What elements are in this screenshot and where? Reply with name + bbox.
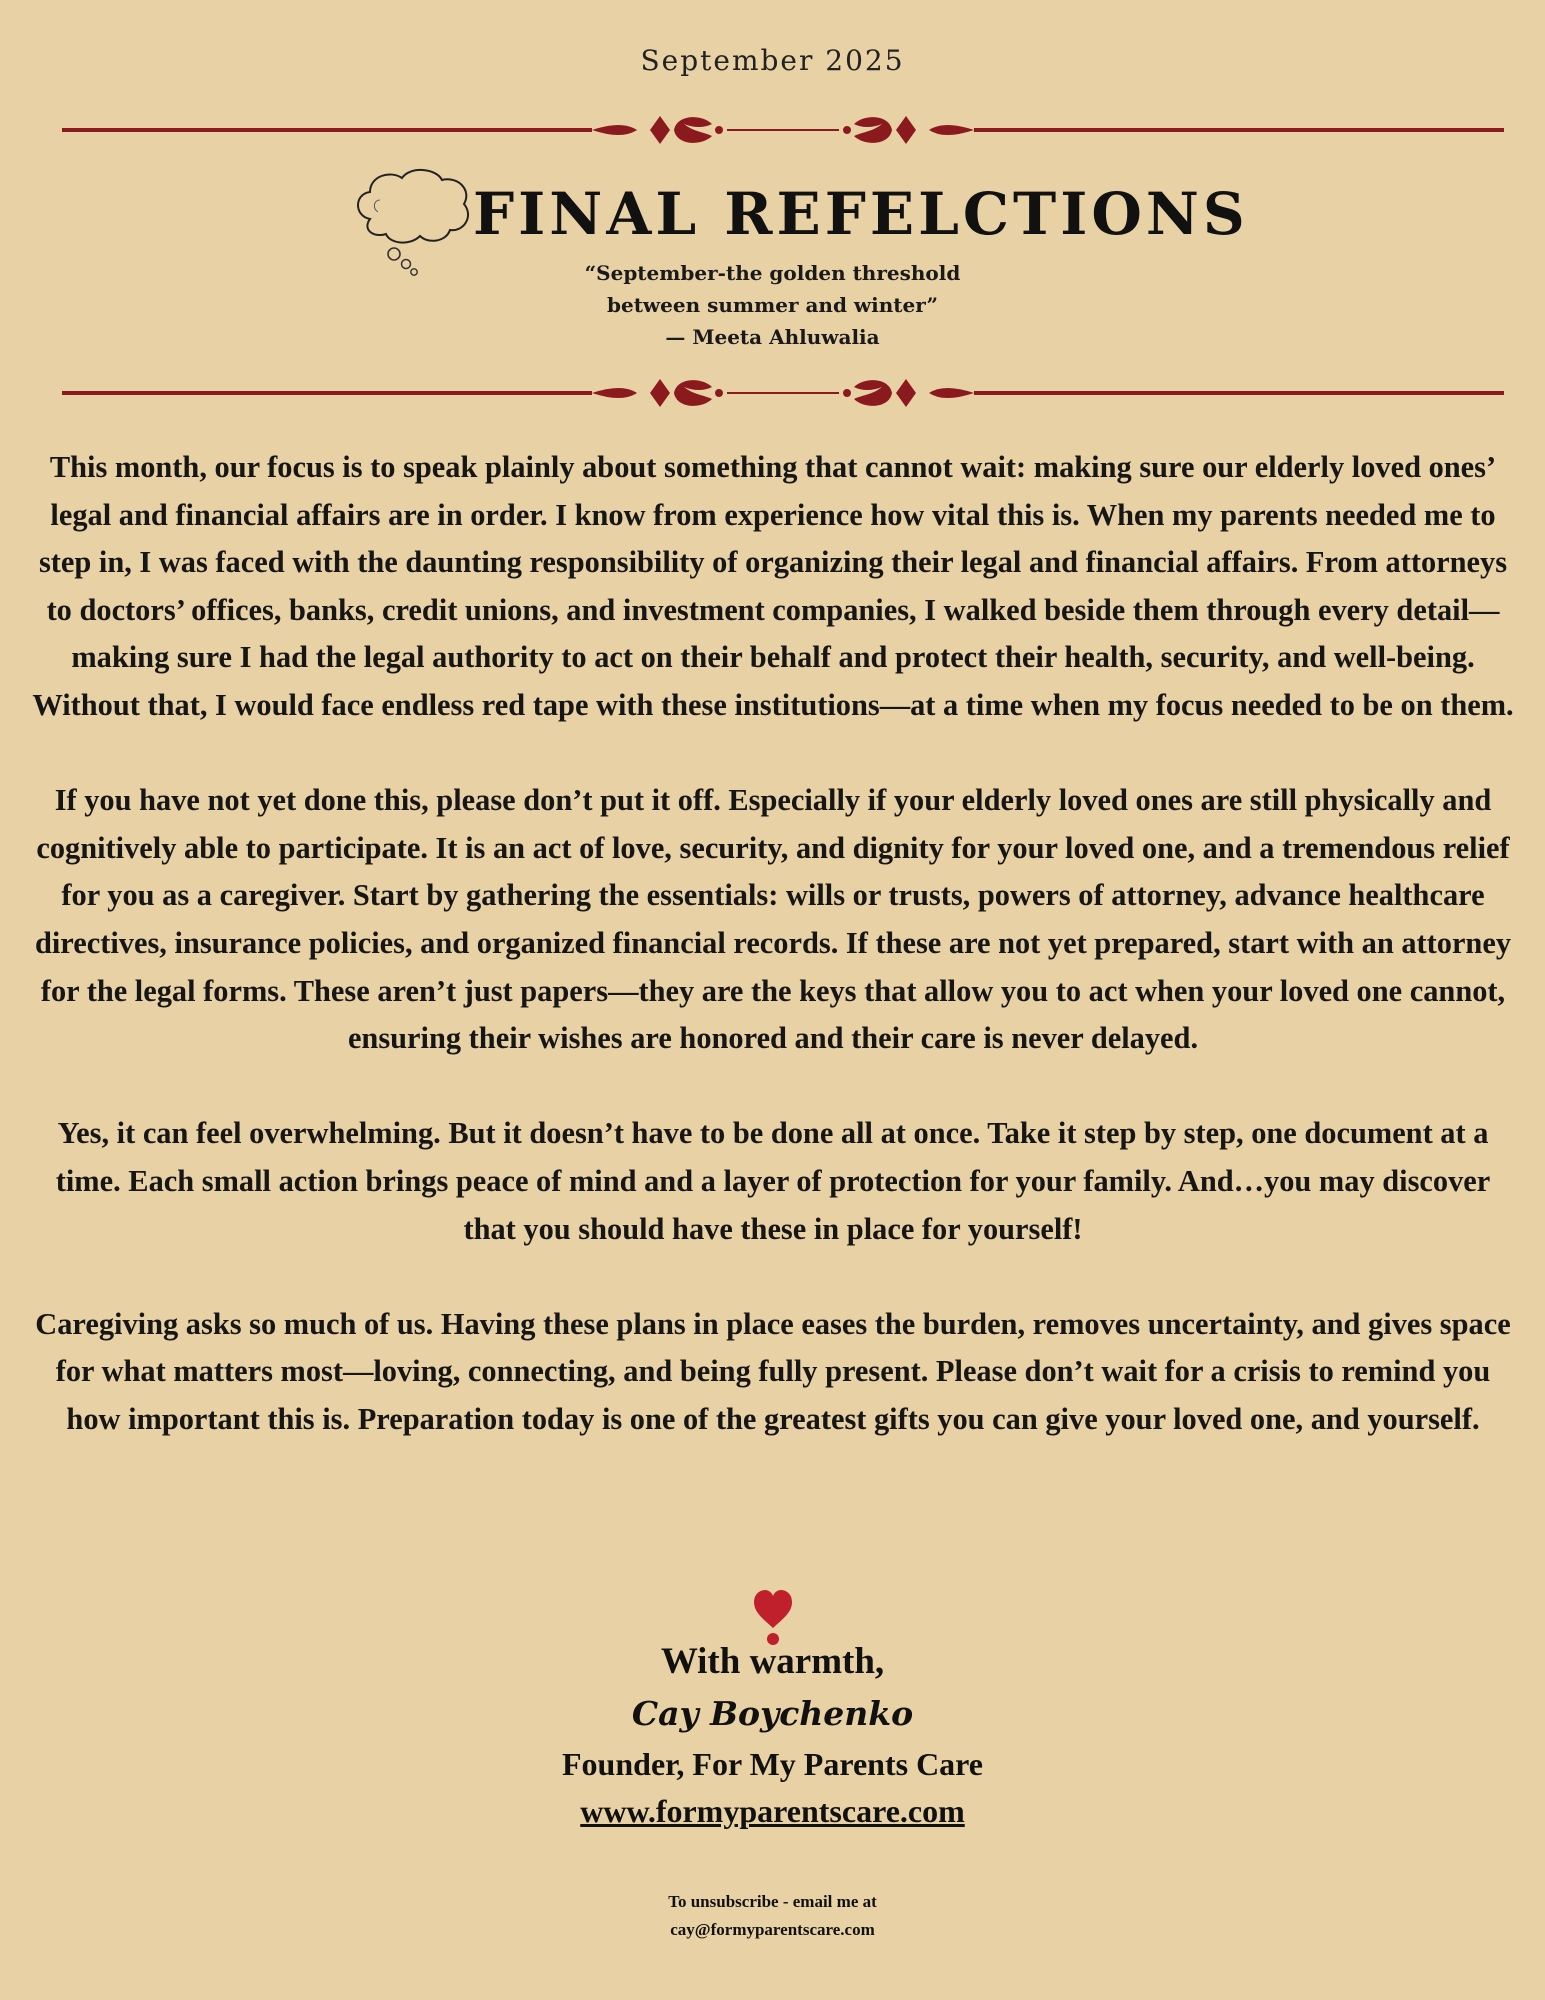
unsubscribe-note [0, 1888, 1545, 1944]
issue-date: September 2025 [640, 44, 905, 77]
quote-line-1: “September-the golden threshold [584, 261, 961, 285]
quote-author: — Meeta Ahluwalia [665, 325, 880, 349]
letter-body [28, 444, 1518, 1491]
unsubscribe-email[interactable]: cay@formyparentscare.com [670, 1920, 875, 1939]
ornamental-divider-bottom [62, 373, 1504, 413]
ornamental-divider-top [62, 110, 1504, 150]
page-title: FINAL REFELCTIONS [473, 180, 1249, 248]
paragraph: This month, our focus is to speak plainly about something that cannot wait: making sure our elderly loved ones’ legal and financial affairs are in order. I know from experience how vital this is. When my parents needed me to step in, I was faced with the daunting responsibility of organizing their legal and financial affairs. From attorneys to doctors’ offices, banks, credit unions, and investment companies, I walked beside them through every detail—making sure I had the legal authority to act on their behalf and protect their health, security, and well-being. Without that, I would face endless red tape with these institutions—at a time when my focus needed to be on them. [32, 450, 1514, 722]
paragraph: If you have not yet done this, please don’t put it off. Especially if your elderly loved ones are still physically and cognitively able to participate. It is an act of love, security, and dignity for your loved one, and a tremendous relief for you as a caregiver. Start by gathering the essentials: wills or trusts, powers of attorney, advance healthcare directives, insurance policies, and organized financial records. If these are not yet prepared, start with an attorney for the legal forms. These aren’t just papers—they are the keys that allow you to act when your loved one cannot, ensuring their wishes are honored and their care is never delayed. [34, 783, 1512, 1056]
epigraph [0, 257, 1545, 353]
paragraph: Caregiving asks so much of us. Having these plans in place eases the burden, removes uncertainty, and gives space for what matters most—loving, connecting, and being fully present. Please don’t wait for a crisis to remind you how important this is. Preparation today is one of the greatest gifts you can give your loved one, and yourself. [35, 1306, 1511, 1436]
closing: With warmth, [660, 1641, 885, 1682]
signature-name: Cay Boychenko [631, 1694, 914, 1733]
website-link[interactable]: www.formyparentscare.com [580, 1793, 965, 1829]
paragraph: Yes, it can feel overwhelming. But it doesn’t have to be done all at once. Take it step by step, one document at a time. Each small action brings peace of mind and a layer of protection for your family. And…you may discover that you should have these in place for yourself! [55, 1116, 1491, 1246]
signature-role: Founder, For My Parents Care [562, 1746, 983, 1782]
unsubscribe-text: To unsubscribe - email me at [668, 1892, 877, 1911]
quote-line-2: between summer and winter” [606, 293, 938, 317]
heart-icon [752, 1590, 794, 1646]
